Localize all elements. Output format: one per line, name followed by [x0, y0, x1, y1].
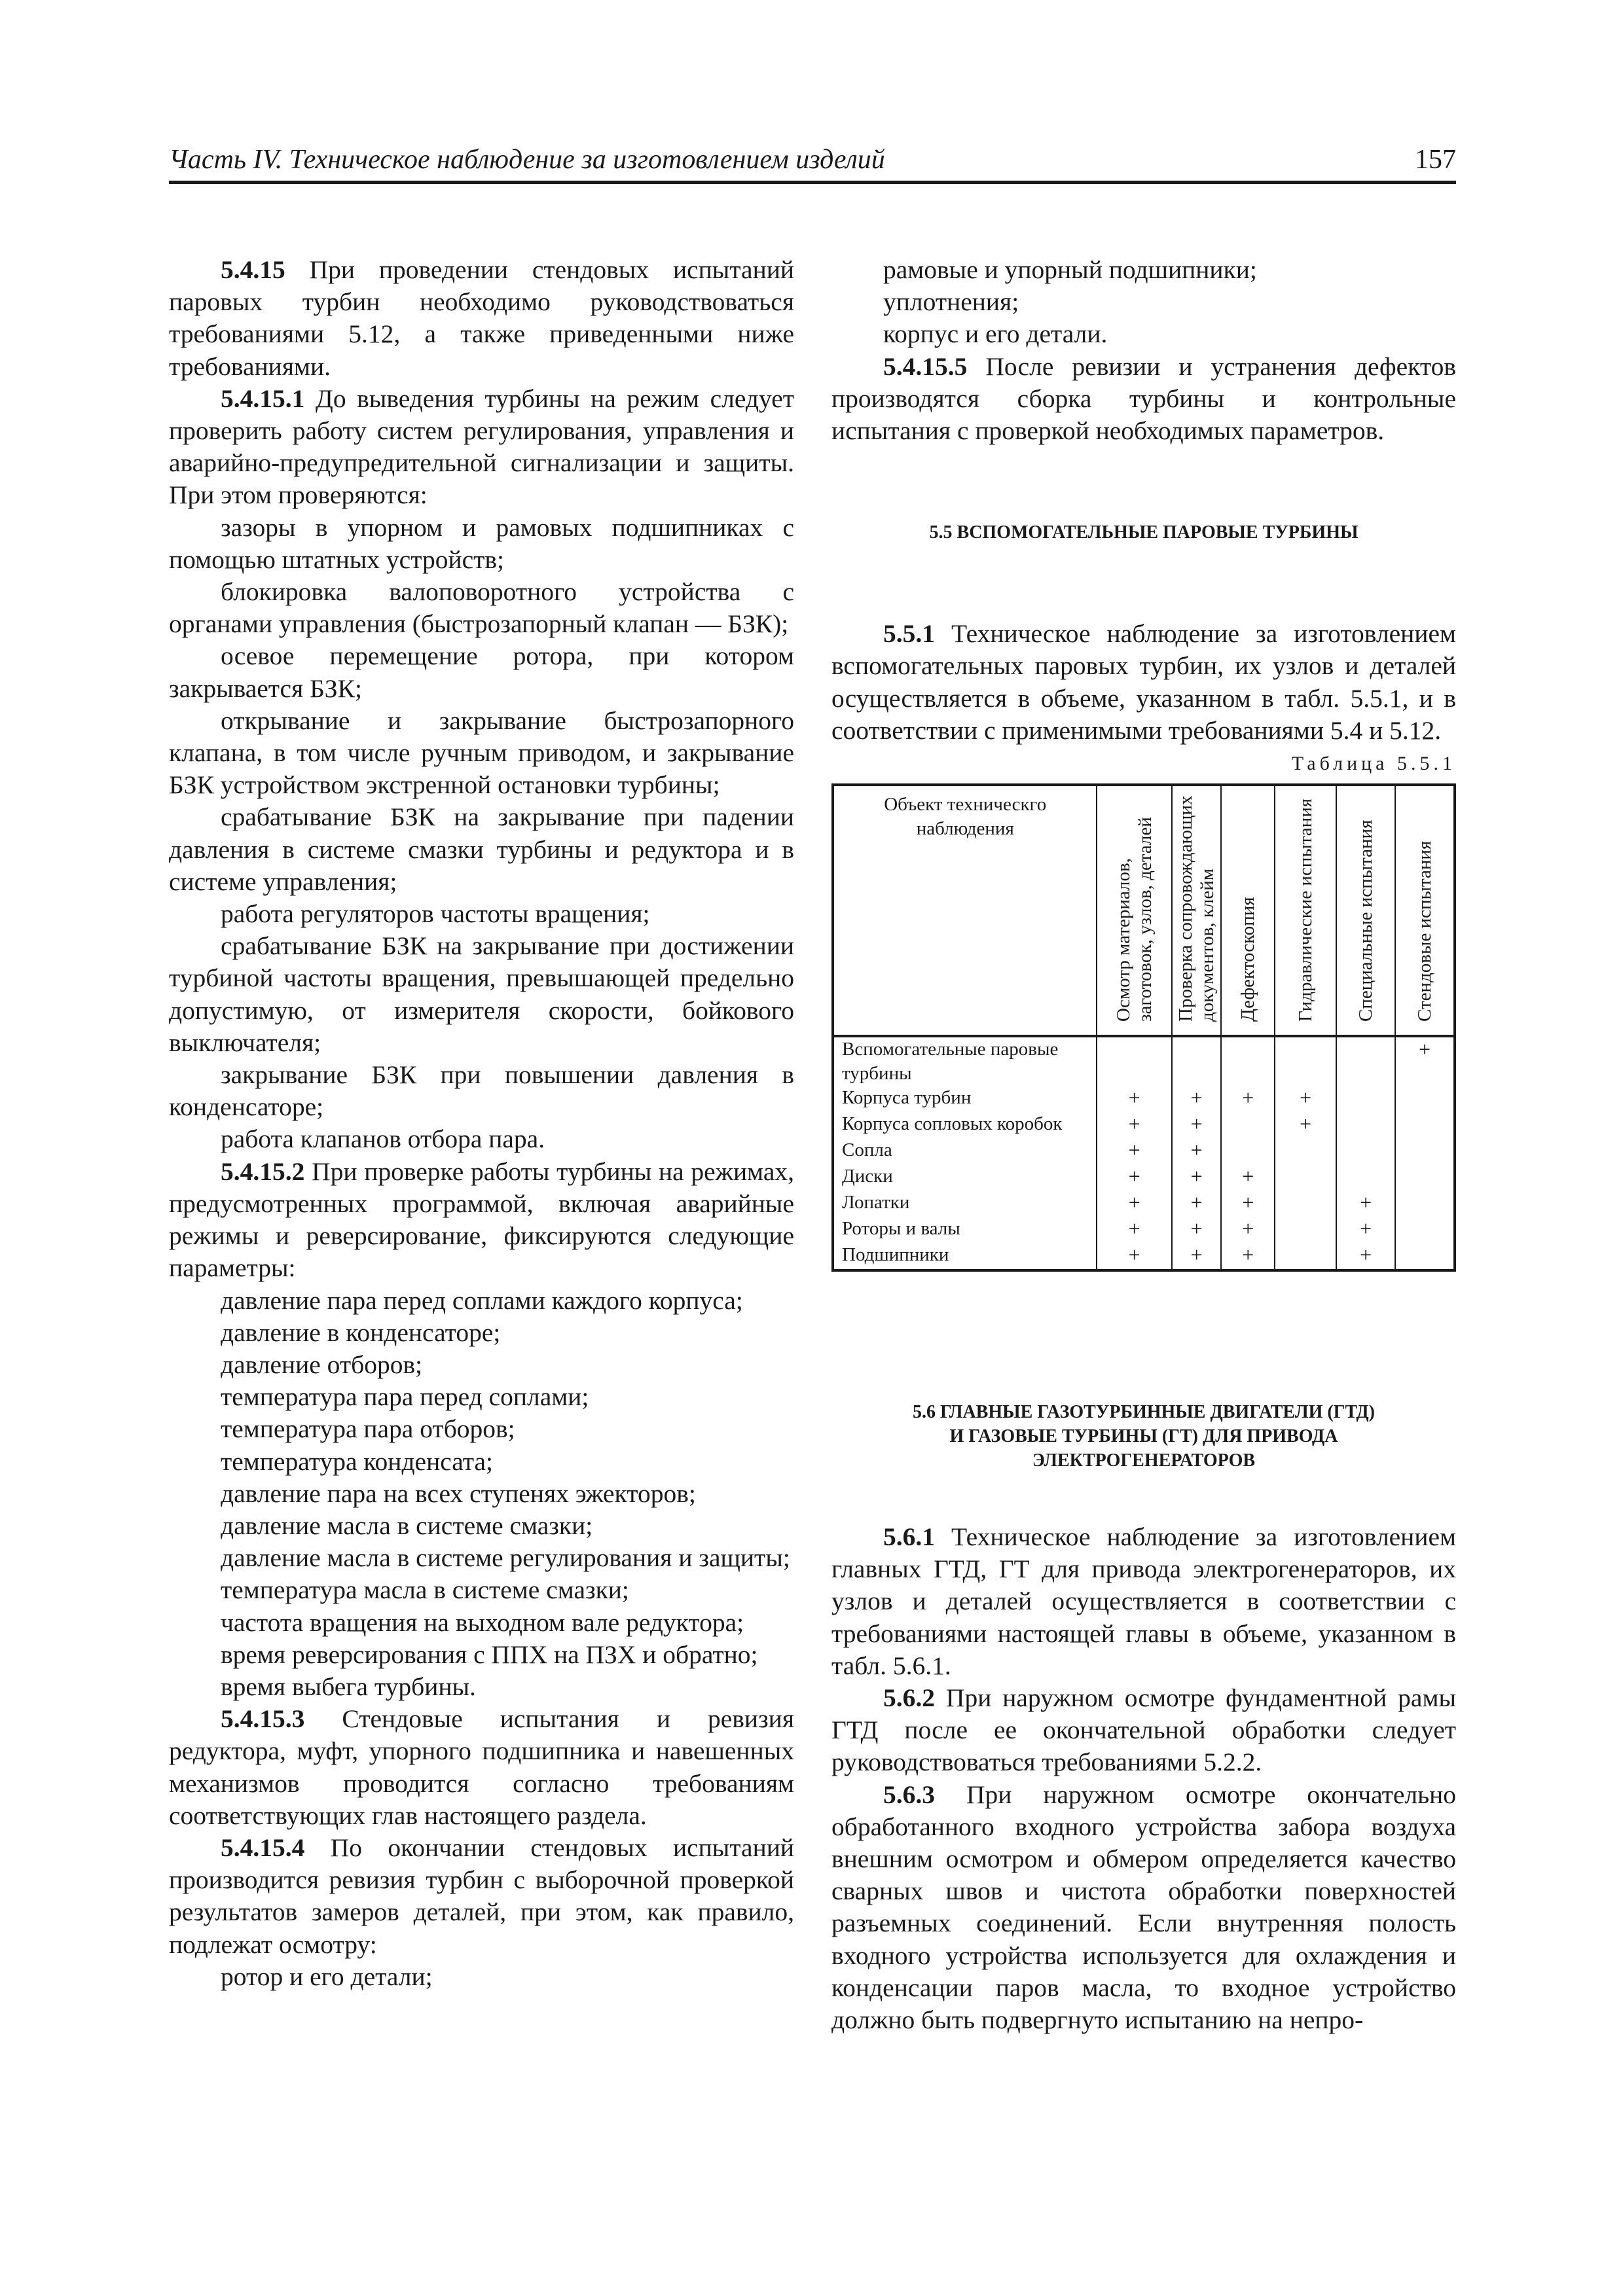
- mark-cell: [1336, 1164, 1395, 1191]
- paragraph-text: ротор и его детали;: [221, 1962, 433, 1991]
- paragraph: [169, 1542, 794, 1574]
- mark-cell: [1275, 1138, 1336, 1164]
- clause-number: 5.6.1: [883, 1522, 935, 1552]
- heading-line: И ГАЗОВЫЕ ТУРБИНЫ (ГТ) ДЛЯ ПРИВОДА: [949, 1426, 1338, 1447]
- table-caption: Таблица 5.5.1: [1291, 753, 1456, 775]
- paragraph-text: корпус и его детали.: [883, 319, 1108, 349]
- paragraph: [169, 1639, 794, 1671]
- clause-number: 5.4.15.4: [221, 1833, 305, 1862]
- clause-number: 5.4.15.1: [221, 384, 305, 413]
- table-row: [833, 1086, 1455, 1112]
- mark-cell: [1275, 1243, 1336, 1270]
- paragraph-text: По окончании стендовых испытаний производится ревизия турбин с выборочной проверкой результатов замеров деталей, при этом, как правило, подлежат осмотру:: [169, 1833, 794, 1959]
- paragraph: [169, 1156, 794, 1285]
- table-row: [833, 1138, 1455, 1164]
- object-cell: Диски: [833, 1164, 1097, 1191]
- clause-text: При наружном осмотре окончательно обработанного входного устройства забора воздуха внешним осмотром и обмером определяется качество сварных швов и чистота обработки поверхностей разъемных соединений. Если внутренняя полость входного устройства используется для охлаждения и конденсации паров масла, то входное устройство должно быть подвергнуто испытанию на непро-: [831, 1780, 1456, 2035]
- paragraph: [169, 1059, 794, 1123]
- paragraph-text: срабатывание БЗК на закрывание при достижении турбиной частоты вращения, превышающей предельно допустимую, от измерителя скорости, бойкового выключателя;: [169, 931, 794, 1057]
- paragraph-text: До выведения турбины на режим следует проверить работу систем регулирования, управления и аварийно-предупредительной сигнализации и защиты. При этом проверяются:: [169, 384, 794, 510]
- paragraph-text: зазоры в упорном и рамовых подшипниках с помощью штатных устройств;: [169, 512, 794, 574]
- column-header-label: Гидравлические испытания: [1294, 798, 1316, 1022]
- paragraph: [169, 898, 794, 930]
- mark-cell: [1395, 1243, 1455, 1270]
- paragraph: [169, 801, 794, 898]
- mark-cell: +: [1172, 1164, 1222, 1191]
- page-number: 157: [1415, 145, 1456, 175]
- paragraph-text: время реверсирования с ППХ на ПЗХ и обратно;: [221, 1640, 758, 1669]
- paragraph: [169, 1413, 794, 1445]
- paragraph: [169, 254, 794, 383]
- mark-cell: [1395, 1191, 1455, 1217]
- object-column-header: Объект техническго наблюдения: [833, 785, 1097, 1036]
- mark-cell: [1395, 1217, 1455, 1243]
- paragraph-5-5-1: [831, 618, 1456, 747]
- continued-paragraphs: [831, 254, 1456, 447]
- paragraph-text: После ревизии и устранения дефектов производятся сборка турбины и контрольные испытания с проверкой необходимых параметров.: [831, 351, 1456, 446]
- paragraph: [169, 1446, 794, 1478]
- paragraph: [169, 1832, 794, 1961]
- table-row: [833, 1112, 1455, 1138]
- mark-cell: [1097, 1036, 1171, 1086]
- paragraph-text: частота вращения на выходном вале редуктора;: [221, 1607, 744, 1637]
- paragraph-text: температура пара перед соплами;: [221, 1382, 589, 1412]
- clause-number: 5.6.2: [883, 1683, 935, 1713]
- mark-cell: +: [1097, 1112, 1171, 1138]
- paragraph: [169, 1607, 794, 1639]
- mark-cell: +: [1097, 1164, 1171, 1191]
- mark-cell: [1336, 1112, 1395, 1138]
- paragraph-text: срабатывание БЗК на закрывание при падении давления в системе смазки турбины и редуктора и в системе управления;: [169, 802, 794, 896]
- paragraph-text: давление пара перед соплами каждого корпуса;: [221, 1285, 743, 1315]
- paragraph-text: рамовые и упорный подшипники;: [883, 255, 1257, 284]
- mark-cell: +: [1172, 1217, 1222, 1243]
- paragraph-text: давление пара на всех ступенях эжекторов;: [221, 1479, 696, 1508]
- clause-number: 5.5.1: [883, 619, 935, 649]
- section-5-6-body: [831, 1521, 1456, 2036]
- object-cell: Роторы и валы: [833, 1217, 1097, 1243]
- right-column: [831, 254, 1456, 2036]
- paragraph: [169, 1123, 794, 1155]
- column-header: [1097, 785, 1171, 1036]
- paragraph-5-6-3: [831, 1779, 1456, 2037]
- paragraph: [169, 383, 794, 512]
- paragraph: [169, 1317, 794, 1349]
- paragraph-text: температура пара отборов;: [221, 1414, 515, 1444]
- paragraph-text: температура конденсата;: [221, 1446, 493, 1476]
- column-header: [1221, 785, 1275, 1036]
- object-cell: Лопатки: [833, 1191, 1097, 1217]
- heading-line: ЭЛЕКТРОГЕНЕРАТОРОВ: [1032, 1450, 1256, 1471]
- paragraph: [169, 1574, 794, 1606]
- mark-cell: +: [1221, 1164, 1275, 1191]
- mark-cell: +: [1172, 1138, 1222, 1164]
- table-row: [833, 1191, 1455, 1217]
- clause-number: 5.6.3: [883, 1780, 935, 1809]
- mark-cell: +: [1097, 1191, 1171, 1217]
- paragraph-text: давление масла в системе смазки;: [221, 1511, 593, 1540]
- paragraph-text: осевое перемещение ротора, при котором закрывается БЗК;: [169, 641, 794, 703]
- clause-number: 5.4.15.5: [883, 351, 968, 381]
- paragraph: [169, 1703, 794, 1832]
- mark-cell: +: [1275, 1086, 1336, 1112]
- paragraph-text: давление в конденсаторе;: [221, 1318, 501, 1347]
- column-header-label: Дефектоскопия: [1237, 897, 1258, 1022]
- column-header: [1395, 785, 1455, 1036]
- paragraph-text: Стендовые испытания и ревизия редуктора, муфт, упорного подшипника и навешенных механизмов проводится согласно требованиям соответствующих глав настоящего раздела.: [169, 1704, 794, 1830]
- mark-cell: +: [1097, 1138, 1171, 1164]
- mark-cell: +: [1336, 1217, 1395, 1243]
- paragraph-text: время выбега турбины.: [221, 1672, 476, 1701]
- mark-cell: [1275, 1164, 1336, 1191]
- mark-cell: +: [1336, 1191, 1395, 1217]
- clause-number: 5.4.15.3: [221, 1704, 305, 1734]
- paragraph-text: открывание и закрывание быстрозапорного клапана, в том числе ручным приводом, и закрывание БЗК устройством экстренной остановки турбины;: [169, 706, 794, 800]
- paragraph: [831, 318, 1456, 350]
- paragraph: [169, 705, 794, 802]
- column-header: [1172, 785, 1222, 1036]
- column-header: [1275, 785, 1336, 1036]
- mark-cell: [1221, 1036, 1275, 1086]
- mark-cell: [1275, 1191, 1336, 1217]
- mark-cell: [1336, 1138, 1395, 1164]
- object-cell: Сопла: [833, 1138, 1097, 1164]
- mark-cell: +: [1097, 1086, 1171, 1112]
- paragraph: [169, 1961, 794, 1993]
- paragraph: [831, 254, 1456, 286]
- mark-cell: +: [1221, 1086, 1275, 1112]
- table-row: [833, 1243, 1455, 1270]
- mark-cell: +: [1275, 1112, 1336, 1138]
- object-cell: Корпуса сопловых коробок: [833, 1112, 1097, 1138]
- paragraph-text: работа клапанов отбора пара.: [221, 1124, 545, 1154]
- column-header-label: Проверка сопровождающих документов, клейм: [1175, 795, 1218, 1022]
- page-header: [169, 137, 1456, 184]
- mark-cell: +: [1097, 1217, 1171, 1243]
- paragraph-text: температура масла в системе смазки;: [221, 1575, 629, 1605]
- paragraph-text: закрывание БЗК при повышении давления в конденсаторе;: [169, 1060, 794, 1122]
- paragraph-text: При проведении стендовых испытаний паровых турбин необходимо руководствоваться требованиями 5.12, а также приведенными ниже требованиями.: [169, 255, 794, 381]
- clause-number: 5.4.15: [221, 255, 285, 284]
- paragraph: [831, 351, 1456, 448]
- object-cell: Вспомогательные паровые турбины: [833, 1036, 1097, 1086]
- mark-cell: [1395, 1086, 1455, 1112]
- mark-cell: +: [1172, 1191, 1222, 1217]
- clause-text: Техническое наблюдение за изготовлением главных ГТД, ГТ для привода электрогенераторов, их узлов и деталей осуществляется в соответствии с требованиями настоящей главы в объеме, указанном в табл. 5.6.1.: [831, 1522, 1456, 1680]
- mark-cell: [1221, 1112, 1275, 1138]
- column-header-label: Специальные испытания: [1355, 819, 1376, 1022]
- paragraph-text: блокировка валоповоротного устройства с органами управления (быстрозапорный клапан — БЗК);: [169, 577, 794, 639]
- table-row: [833, 1036, 1455, 1086]
- clause-text: Техническое наблюдение за изготовлением вспомогательных паровых турбин, их узлов и деталей осуществляется в объеме, указанном в табл. 5.5.1, и в соответствии с применимыми требованиями 5.4 и 5.12.: [831, 619, 1456, 745]
- paragraph: [169, 640, 794, 704]
- mark-cell: +: [1221, 1191, 1275, 1217]
- table-5-5-1: [831, 783, 1456, 1272]
- mark-cell: [1172, 1036, 1222, 1086]
- paragraph: [169, 1510, 794, 1542]
- paragraph-text: При проверке работы турбины на режимах, предусмотренных программой, включая аварийные режимы и реверсирование, фиксируются следующие параметры:: [169, 1157, 794, 1283]
- mark-cell: +: [1395, 1036, 1455, 1086]
- clause-number: 5.4.15.2: [221, 1157, 305, 1186]
- paragraph-text: работа регуляторов частоты вращения;: [221, 899, 650, 929]
- mark-cell: +: [1172, 1086, 1222, 1112]
- mark-cell: +: [1336, 1243, 1395, 1270]
- paragraph: [831, 286, 1456, 318]
- mark-cell: +: [1097, 1243, 1171, 1270]
- paragraph-5-6-1: [831, 1521, 1456, 1682]
- paragraph: [169, 576, 794, 640]
- mark-cell: +: [1221, 1243, 1275, 1270]
- mark-cell: [1275, 1036, 1336, 1086]
- left-column: [169, 254, 794, 1993]
- mark-cell: +: [1172, 1112, 1222, 1138]
- mark-cell: [1336, 1086, 1395, 1112]
- paragraph: [169, 512, 794, 576]
- column-header-label: Стендовые испытания: [1413, 840, 1435, 1022]
- table-header-row: [833, 785, 1455, 1036]
- mark-cell: [1336, 1036, 1395, 1086]
- paragraph: [169, 1671, 794, 1703]
- paragraph: [169, 1349, 794, 1381]
- running-title: Часть IV. Техническое наблюдение за изготовлением изделий: [169, 145, 885, 175]
- mark-cell: [1395, 1164, 1455, 1191]
- column-header-label: Осмотр материалов, заготовок, узлов, деталей: [1112, 817, 1156, 1022]
- paragraph: [169, 1478, 794, 1510]
- mark-cell: +: [1221, 1217, 1275, 1243]
- mark-cell: [1395, 1138, 1455, 1164]
- paragraph: [169, 1381, 794, 1413]
- mark-cell: [1395, 1112, 1455, 1138]
- table-body: [833, 1036, 1455, 1270]
- paragraph: [169, 1285, 794, 1317]
- paragraph-text: давление масла в системе регулирования и защиты;: [221, 1543, 790, 1573]
- section-5-5-heading: 5.5 ВСПОМОГАТЕЛЬНЫЕ ПАРОВЫЕ ТУРБИНЫ: [929, 522, 1359, 543]
- paragraph-5-6-2: [831, 1682, 1456, 1779]
- mark-cell: [1221, 1138, 1275, 1164]
- object-cell: Подшипники: [833, 1243, 1097, 1270]
- clause-text: При наружном осмотре фундаментной рамы ГТД после ее окончательной обработки следует руководствоваться требованиями 5.2.2.: [831, 1683, 1456, 1777]
- paragraph-text: уплотнения;: [883, 287, 1019, 317]
- column-header: [1336, 785, 1395, 1036]
- mark-cell: +: [1172, 1243, 1222, 1270]
- paragraph: [169, 930, 794, 1059]
- table-row: [833, 1217, 1455, 1243]
- section-5-6-heading: [831, 1400, 1456, 1473]
- object-cell: Корпуса турбин: [833, 1086, 1097, 1112]
- heading-line: 5.6 ГЛАВНЫЕ ГАЗОТУРБИННЫЕ ДВИГАТЕЛИ (ГТД): [912, 1402, 1375, 1423]
- table-row: [833, 1164, 1455, 1191]
- paragraph-text: давление отборов;: [221, 1350, 423, 1379]
- mark-cell: [1275, 1217, 1336, 1243]
